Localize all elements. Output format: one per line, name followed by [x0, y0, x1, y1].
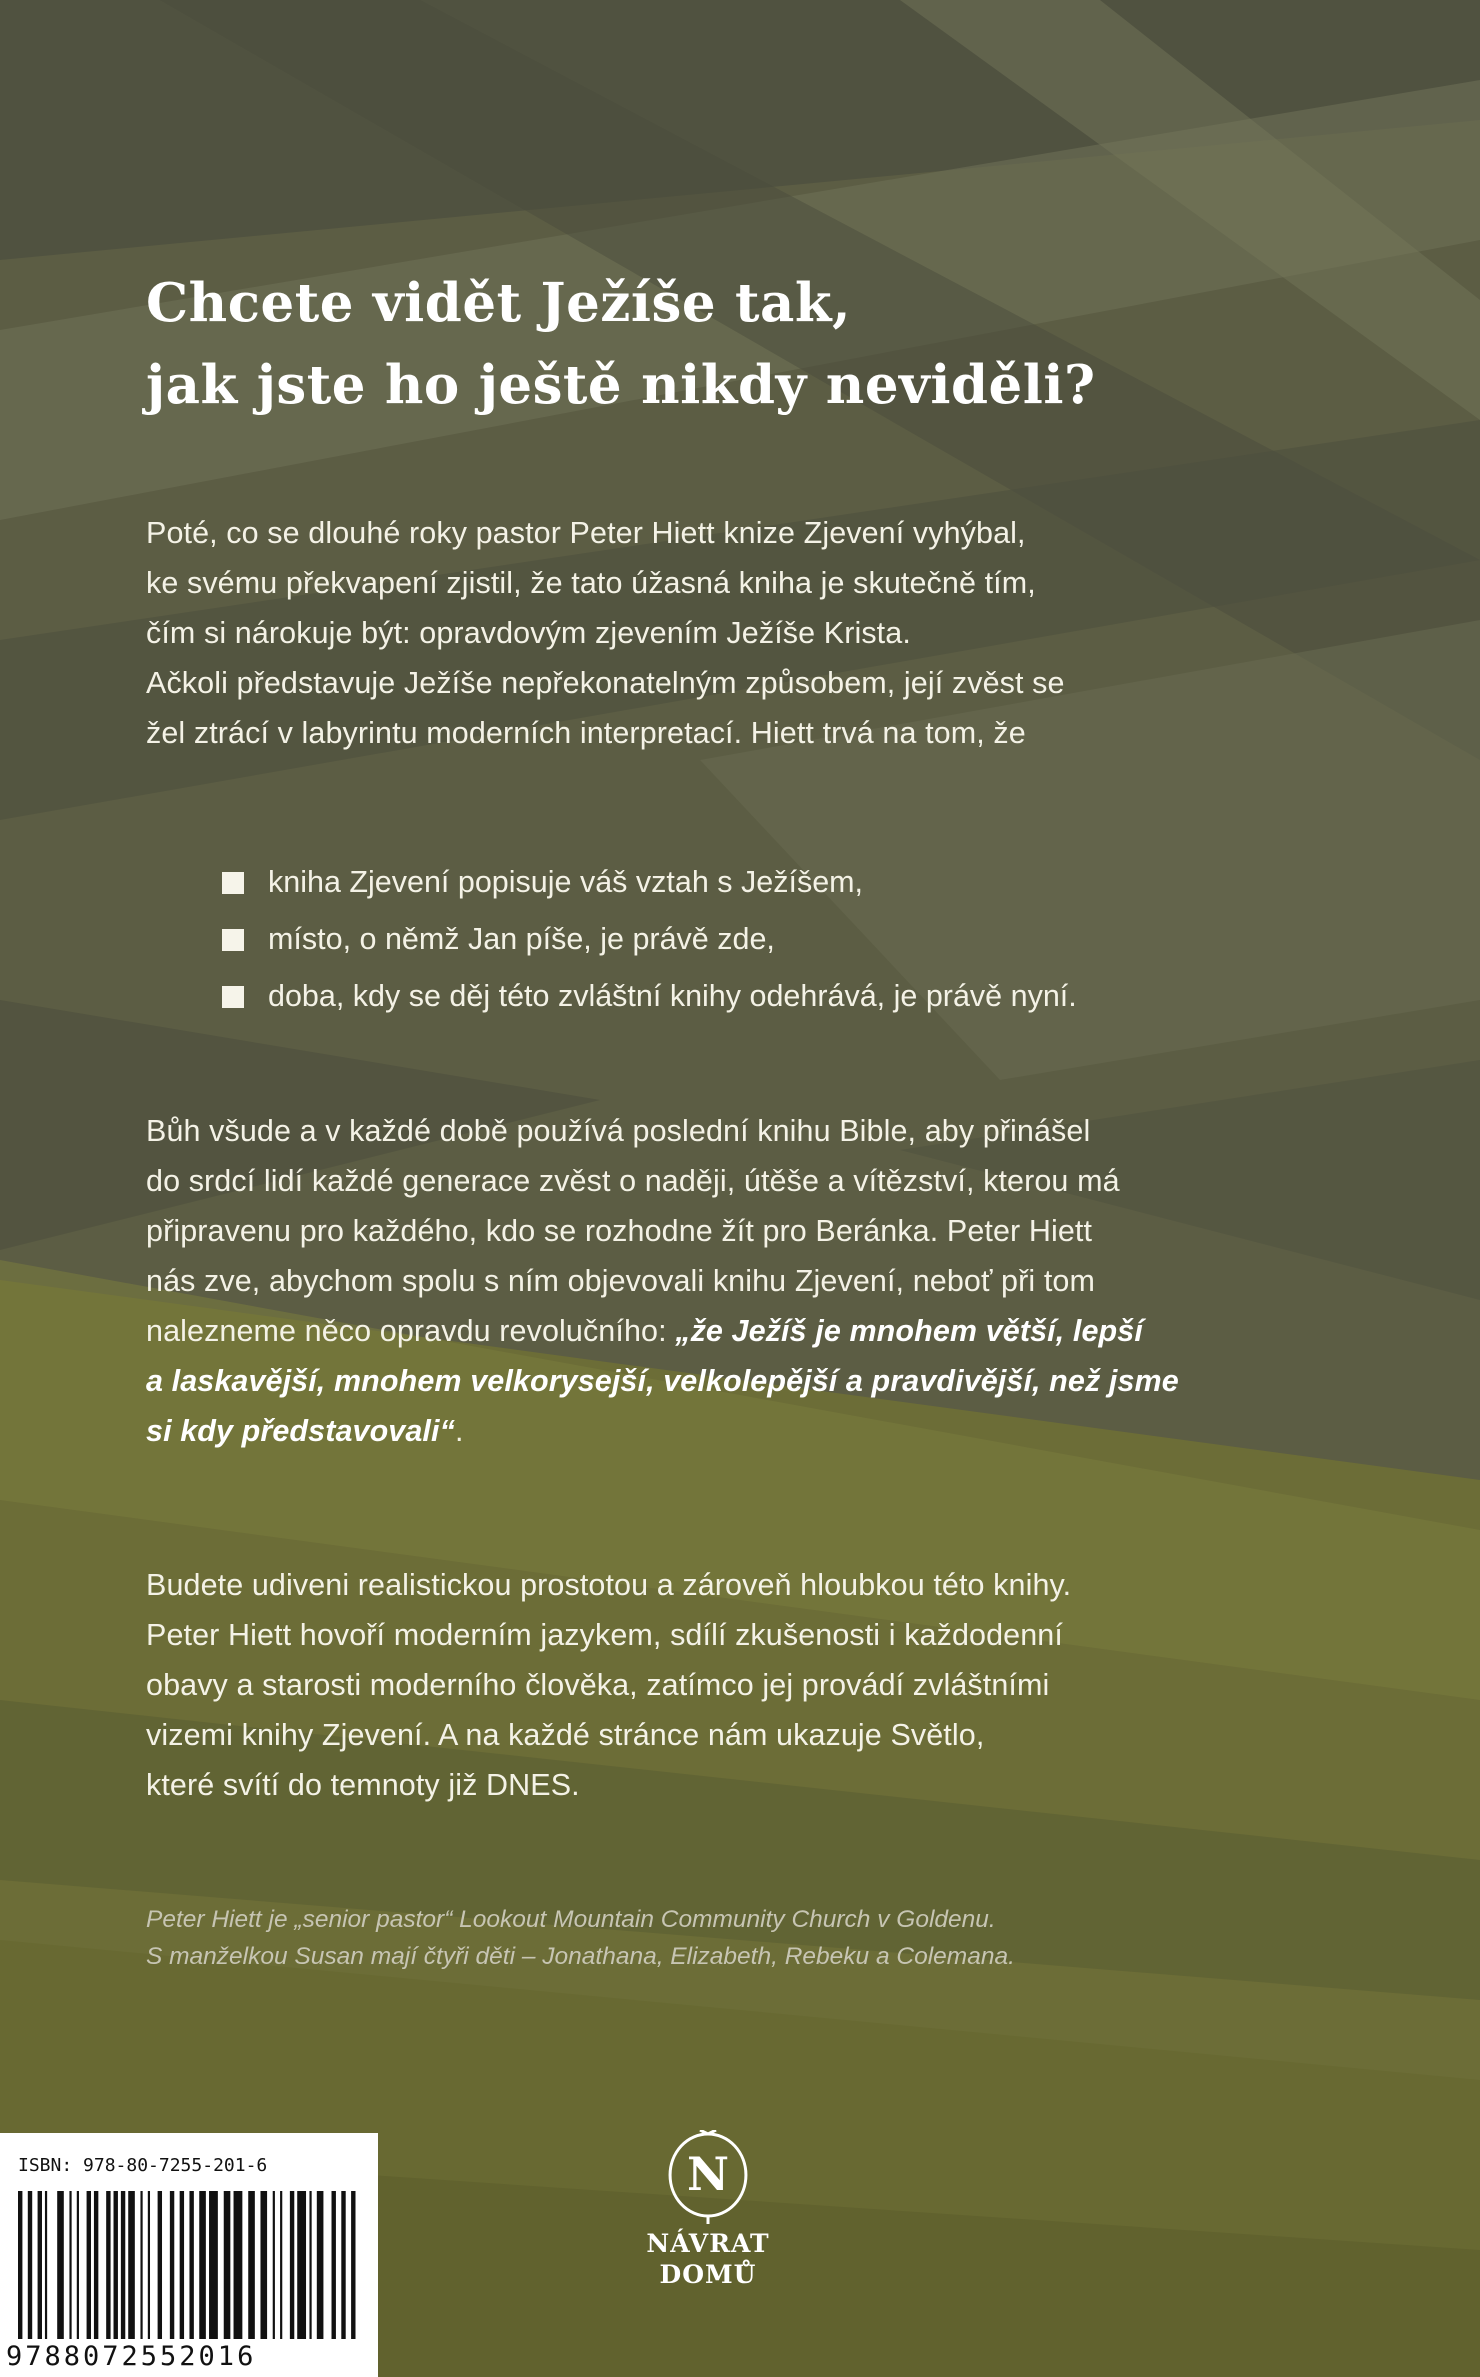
square-bullet-icon: [222, 929, 244, 951]
text-line: které svítí do temnoty již DNES.: [146, 1768, 580, 1802]
text-line: Bůh všude a v každé době používá poslední knihu Bible, aby přinášel: [146, 1114, 1091, 1148]
intro-paragraph: [146, 508, 1396, 758]
text-line: připravenu pro každého, kdo se rozhodne žít pro Beránka. Peter Hiett: [146, 1214, 1093, 1248]
barcode-icon: [18, 2191, 356, 2339]
barcode-bar: [148, 2191, 150, 2339]
text-line: obavy a starosti moderního člověka, zatímco jej provádí zvláštními: [146, 1668, 1050, 1702]
second-paragraph: [146, 1106, 1396, 1456]
list-item-text: místo, o němž Jan píše, je právě zde,: [268, 922, 775, 956]
square-bullet-icon: [222, 986, 244, 1008]
quote-emphasis: „že Ježíš je mnohem větší, lepší: [675, 1314, 1143, 1348]
quote-emphasis: si kdy představovali“: [146, 1414, 455, 1448]
ean-digits: 9788072552016: [6, 2341, 257, 2372]
text-line: vizemi knihy Zjevení. A na každé stránce nám ukazuje Světlo,: [146, 1718, 985, 1752]
text-line: [146, 1356, 1396, 1406]
text-line: nás zve, abychom spolu s ním objevovali knihu Zjevení, neboť při tom: [146, 1264, 1095, 1298]
logo-monogram: N: [686, 2147, 730, 2201]
barcode-bar: [290, 2191, 294, 2339]
list-item: [222, 972, 1402, 1021]
publisher-name-line: DOMŮ: [659, 2260, 757, 2289]
text-line: Peter Hiett hovoří moderním jazykem, sdílí zkušenosti i každodenní: [146, 1618, 1063, 1652]
barcode-bar: [199, 2191, 206, 2339]
barcode-bar: [38, 2191, 42, 2339]
text-fragment: .: [454, 1414, 464, 1448]
publisher-logo: [630, 2130, 786, 2340]
text-line: [146, 1306, 1396, 1356]
square-bullet-icon: [222, 872, 244, 894]
publisher-name: [630, 2228, 786, 2290]
barcode-bar: [77, 2191, 79, 2339]
barcode-bar: [106, 2191, 110, 2339]
barcode-bar: [351, 2191, 355, 2339]
barcode-bar: [128, 2191, 135, 2339]
barcode-bar: [18, 2191, 22, 2339]
author-bio: [146, 1901, 1396, 1975]
list-item-text: doba, kdy se děj této zvláštní knihy odehrává, je právě nyní.: [268, 979, 1077, 1013]
barcode-bar: [297, 2191, 306, 2339]
barcode-bar: [209, 2191, 218, 2339]
barcode-bar: [45, 2191, 47, 2339]
text-fragment: nalezneme něco opravdu revolučního:: [146, 1314, 676, 1348]
text-line: do srdcí lidí každé generace zvěst o naději, útěše a vítězství, kterou má: [146, 1164, 1120, 1198]
list-item: [222, 858, 1402, 907]
barcode-bar: [158, 2191, 162, 2339]
barcode-bar: [94, 2191, 98, 2339]
barcode-bar: [317, 2191, 324, 2339]
barcode-bar: [280, 2191, 282, 2339]
list-item-text: kniha Zjevení popisuje váš vztah s Ježíšem,: [268, 865, 864, 899]
barcode-panel: [0, 2133, 378, 2377]
barcode-bar: [140, 2191, 142, 2339]
text-line: [146, 1406, 1396, 1456]
third-paragraph: [146, 1560, 1396, 1810]
barcode-bar: [121, 2191, 125, 2339]
barcode-bar: [69, 2191, 71, 2339]
text-line: čím si nárokuje být: opravdovým zjevením Ježíše Krista.: [146, 616, 911, 650]
bullet-list: [222, 858, 1402, 1029]
text-line: Budete udiveni realistickou prostotou a zároveň hloubkou této knihy.: [146, 1568, 1072, 1602]
text-line: Peter Hiett je „senior pastor“ Lookout Mountain Community Church v Goldenu.: [146, 1906, 996, 1933]
barcode-bar: [189, 2191, 193, 2339]
barcode-bar: [248, 2191, 255, 2339]
headline-line: Chcete vidět Ježíše tak,: [146, 272, 852, 334]
barcode-bar: [224, 2191, 231, 2339]
publisher-name-line: NÁVRAT: [646, 2229, 770, 2258]
barcode-bar: [28, 2191, 32, 2339]
isbn-text: ISBN: 978-80-7255-201-6: [18, 2155, 268, 2176]
text-line: Poté, co se dlouhé roky pastor Peter Hiett knize Zjevení vyhýbal,: [146, 516, 1026, 550]
barcode-bar: [332, 2191, 336, 2339]
barcode-bar: [180, 2191, 184, 2339]
list-item: [222, 915, 1402, 964]
barcode-bar: [170, 2191, 174, 2339]
barcode-bar: [114, 2191, 118, 2339]
quote-emphasis: a laskavější, mnohem velkorysejší, velkolepější a pravdivější, než jsme: [146, 1364, 1179, 1398]
headline: [146, 262, 1396, 426]
barcode-bar: [234, 2191, 243, 2339]
text-line: S manželkou Susan mají čtyři děti – Jonathana, Elizabeth, Rebeku a Colemana.: [146, 1943, 1015, 1970]
barcode-bar: [260, 2191, 267, 2339]
headline-line: jak jste ho ještě nikdy neviděli?: [146, 354, 1096, 416]
publisher-emblem-icon: [667, 2130, 749, 2225]
text-line: Ačkoli představuje Ježíše nepřekonatelným způsobem, její zvěst se: [146, 666, 1065, 700]
barcode-bar: [87, 2191, 91, 2339]
text-line: žel ztrácí v labyrintu moderních interpretací. Hiett trvá na tom, že: [146, 716, 1026, 750]
barcode-bar: [341, 2191, 345, 2339]
barcode-bar: [273, 2191, 275, 2339]
text-line: ke svému překvapení zjistil, že tato úžasná kniha je skutečně tím,: [146, 566, 1036, 600]
barcode-bar: [309, 2191, 311, 2339]
barcode-bar: [57, 2191, 64, 2339]
